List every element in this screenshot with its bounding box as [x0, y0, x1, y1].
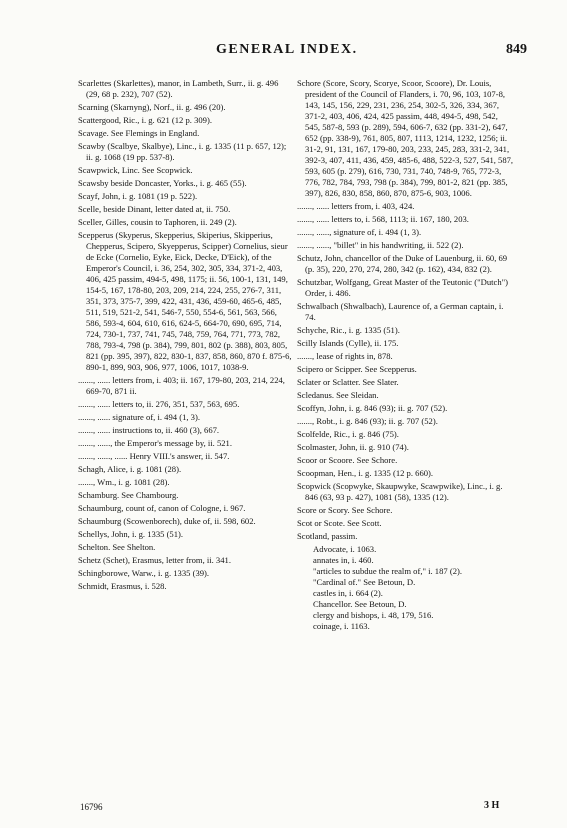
printer-signature: 16796	[80, 802, 103, 812]
index-subentry: Chancellor. See Betoun, D.	[313, 599, 407, 609]
index-entry: Scoopman, Hen., i. g. 1335 (12 p. 660).	[297, 468, 434, 478]
index-subentry: coinage, i. 1163.	[313, 621, 370, 631]
index-entry: Sceller, Gilles, cousin to Taphoren, ii. 249 (2).	[78, 217, 237, 227]
index-entry: Scayf, John, i. g. 1081 (19 p. 522).	[78, 191, 198, 201]
index-subentry: Advocate, i. 1063.	[313, 544, 377, 554]
index-entry: Schelton. See Shelton.	[78, 542, 156, 552]
index-entry: ......., Robt., i. g. 846 (93); ii. g. 707 (52).	[297, 416, 438, 426]
index-entry: Scepperus (Skyperus, Skepperius, Skiperius, Skipperius, Chepperus, Scipero, Skyepperus, Scipper) Cornelius, sieur de Ecke (Cornelio, Eyke, Eick, Decke, D'Eick), of the Emperor's Council, i. 36, 254, 302, 305, 334, 371-2, 403, 406, 425 passim, 494-5, 498, 1175; ii. 56, 100-1, 131, 149, 154-5, 167, 178-80, 203, 209, 214, 224, 255, 276-7, 311, 351, 373, 375-7, 399, 422, 431, 436, 459-60, 465-6, 485, 511, 519, 521-2, 541, 546-7, 550, 554-6, 561, 563, 566, 586, 593-4, 604, 610, 616, 624-5, 664-70, 690, 695, 714, 724, 730-1, 737, 741, 745, 748, 759, 764, 771, 773, 782, 788, 793-4, 798 (p. 384), 799, 801, 802 (p. 388), 803, 805, 821 (pp. 395, 397), 822, 830-1, 837, 858, 860, 870 f. 875-6, 890-1, 899, 903, 906, 977, 1006, 1017, 1038-9.	[78, 230, 292, 372]
index-entry: Scot or Scote. See Scott.	[297, 518, 382, 528]
page-number: 849	[506, 42, 527, 57]
index-entry: Schingborowe, Warw., i. g. 1335 (39).	[78, 568, 210, 578]
index-entry: Scawpwick, Linc. See Scopwick.	[78, 165, 193, 175]
index-entry: Schaumburg (Scowenborech), duke of, ii. 598, 602.	[78, 516, 256, 526]
index-entry: Schore (Score, Scory, Scorye, Scoor, Scoore), Dr. Louis, president of the Council of Flanders, i. 70, 96, 103, 107-8, 143, 145, 156, 229, 231, 236, 254, 302-5, 326, 334, 367, 371-2, 403, 406, 424, 425 passim, 448, 494-5, 498, 542, 545, 587-8, 593 (p. 289), 594, 606-7, 632 (pp. 331-2), 647, 652 (pp. 338-9), 761, 805, 807, 1113, 1214, 1232, 1256; ii. 31-2, 91, 131, 167, 179-80, 203, 233, 245, 283, 331-2, 341, 392-3, 407, 411, 436, 459, 485-6, 488, 522-3, 527, 541, 587, 593, 605 (p. 279), 616, 730, 731, 740, 748-9, 765, 772-3, 776, 782, 784, 793, 798 (p. 384), 799, 801-2, 821 (pp. 385, 397), 826, 830, 858, 860, 870, 875-6, 903, 1006.	[297, 78, 514, 198]
index-entry: Schwalbach (Shwalbach), Laurence of, a German captain, i. 74.	[297, 301, 504, 322]
running-head: GENERAL INDEX.	[216, 42, 358, 57]
sheet-mark: 3 H	[484, 800, 500, 811]
index-entry: Schmidt, Erasmus, i. 528.	[78, 581, 167, 591]
index-entry: Schagh, Alice, i. g. 1081 (28).	[78, 464, 182, 474]
index-entry: ......., ...... instructions to, ii. 460 (3), 667.	[78, 425, 220, 435]
index-entry: Scipero or Scipper. See Scepperus.	[297, 364, 417, 374]
index-entry: Scopwick (Scopwyke, Skaupwyke, Scawpwike), Linc., i. g. 846 (63, 93 p. 427), 1081 (58), 1335 (12).	[297, 481, 503, 502]
index-entry: Scattergood, Ric., i. g. 621 (12 p. 309).	[78, 115, 212, 125]
index-entry: Scoor or Scoore. See Schore.	[297, 455, 398, 465]
index-entry: Sclater or Sclatter. See Slater.	[297, 377, 399, 387]
index-entry: ......., ......, ...... Henry VIII.'s answer, ii. 547.	[78, 451, 230, 461]
index-entry: ......., ...... letters from, i. 403, 424.	[297, 201, 415, 211]
index-entry: Scawsby beside Doncaster, Yorks., i. g. 465 (55).	[78, 178, 247, 188]
index-entry: Scledanus. See Sleidan.	[297, 390, 379, 400]
index-subentry: annates in, i. 460.	[313, 555, 374, 565]
index-entry: Scelle, beside Dinant, letter dated at, ii. 750.	[78, 204, 231, 214]
index-subentry: "Cardinal of." See Betoun, D.	[313, 577, 416, 587]
index-entry: ......., ......, signature of, i. 494 (1, 3).	[297, 227, 422, 237]
index-entry: Scavage. See Flemings in England.	[78, 128, 200, 138]
index-column-left	[78, 78, 292, 594]
index-entry: Scolmaster, John, ii. g. 910 (74).	[297, 442, 409, 452]
index-entry: Scoffyn, John, i. g. 846 (93); ii. g. 707 (52).	[297, 403, 448, 413]
index-entry: Schellys, John, i. g. 1335 (51).	[78, 529, 184, 539]
index-entry: Schamburg. See Chambourg.	[78, 490, 179, 500]
index-column-right	[297, 78, 515, 632]
index-entry: Schyche, Ric., i. g. 1335 (51).	[297, 325, 400, 335]
index-entry: ......., ...... letters from, i. 403; ii. 167, 179-80, 203, 214, 224, 669-70, 871 ii.	[78, 375, 285, 396]
index-subentry: castles in, i. 664 (2).	[313, 588, 383, 598]
index-subentry: clergy and bishops, i. 48, 179, 516.	[313, 610, 434, 620]
index-entry: ......., ...... signature of, i. 494 (1, 3).	[78, 412, 200, 422]
index-entry: Schaumburg, count of, canon of Cologne, i. 967.	[78, 503, 246, 513]
index-entry: Scarning (Skarnyng), Norf., ii. g. 496 (20).	[78, 102, 226, 112]
index-entry: ......., ...... letters to, i. 568, 1113; ii. 167, 180, 203.	[297, 214, 469, 224]
index-entry: Schetz (Schet), Erasmus, letter from, ii. 341.	[78, 555, 231, 565]
index-entry: Score or Scory. See Schore.	[297, 505, 393, 515]
index-entry: ......., ......, "billet" in his handwriting, ii. 522 (2).	[297, 240, 464, 250]
index-entry: Scotland, passim.	[297, 531, 358, 541]
index-entry: Scolfelde, Ric., i. g. 846 (75).	[297, 429, 399, 439]
index-entry: ......., Wm., i. g. 1081 (28).	[78, 477, 170, 487]
index-subentry: "articles to subdue the realm of," i. 187 (2).	[313, 566, 463, 576]
index-entry: Schutz, John, chancellor of the Duke of Lauenburg, ii. 60, 69 (p. 35), 220, 270, 274, 280, 342 (p. 162), 434, 832 (2).	[297, 253, 508, 274]
index-entry: ......., ...... letters to, ii. 276, 351, 537, 563, 695.	[78, 399, 240, 409]
index-entry: Scawby (Scalbye, Skalbye), Linc., i. g. 1335 (11 p. 657, 12); ii. g. 1068 (19 pp. 537-8).	[78, 141, 287, 162]
index-entry: Scilly Islands (Cylle), ii. 175.	[297, 338, 399, 348]
index-entry: ......., ......, the Emperor's message by, ii. 521.	[78, 438, 232, 448]
index-entry: ......., lease of rights in, 878.	[297, 351, 393, 361]
index-entry: Scarlettes (Skarlettes), manor, in Lambeth, Surr., ii. g. 496 (29, 68 p. 232), 707 (52).	[78, 78, 279, 99]
index-entry: Schutzbar, Wolfgang, Great Master of the Teutonic ("Dutch") Order, i. 486.	[297, 277, 509, 298]
